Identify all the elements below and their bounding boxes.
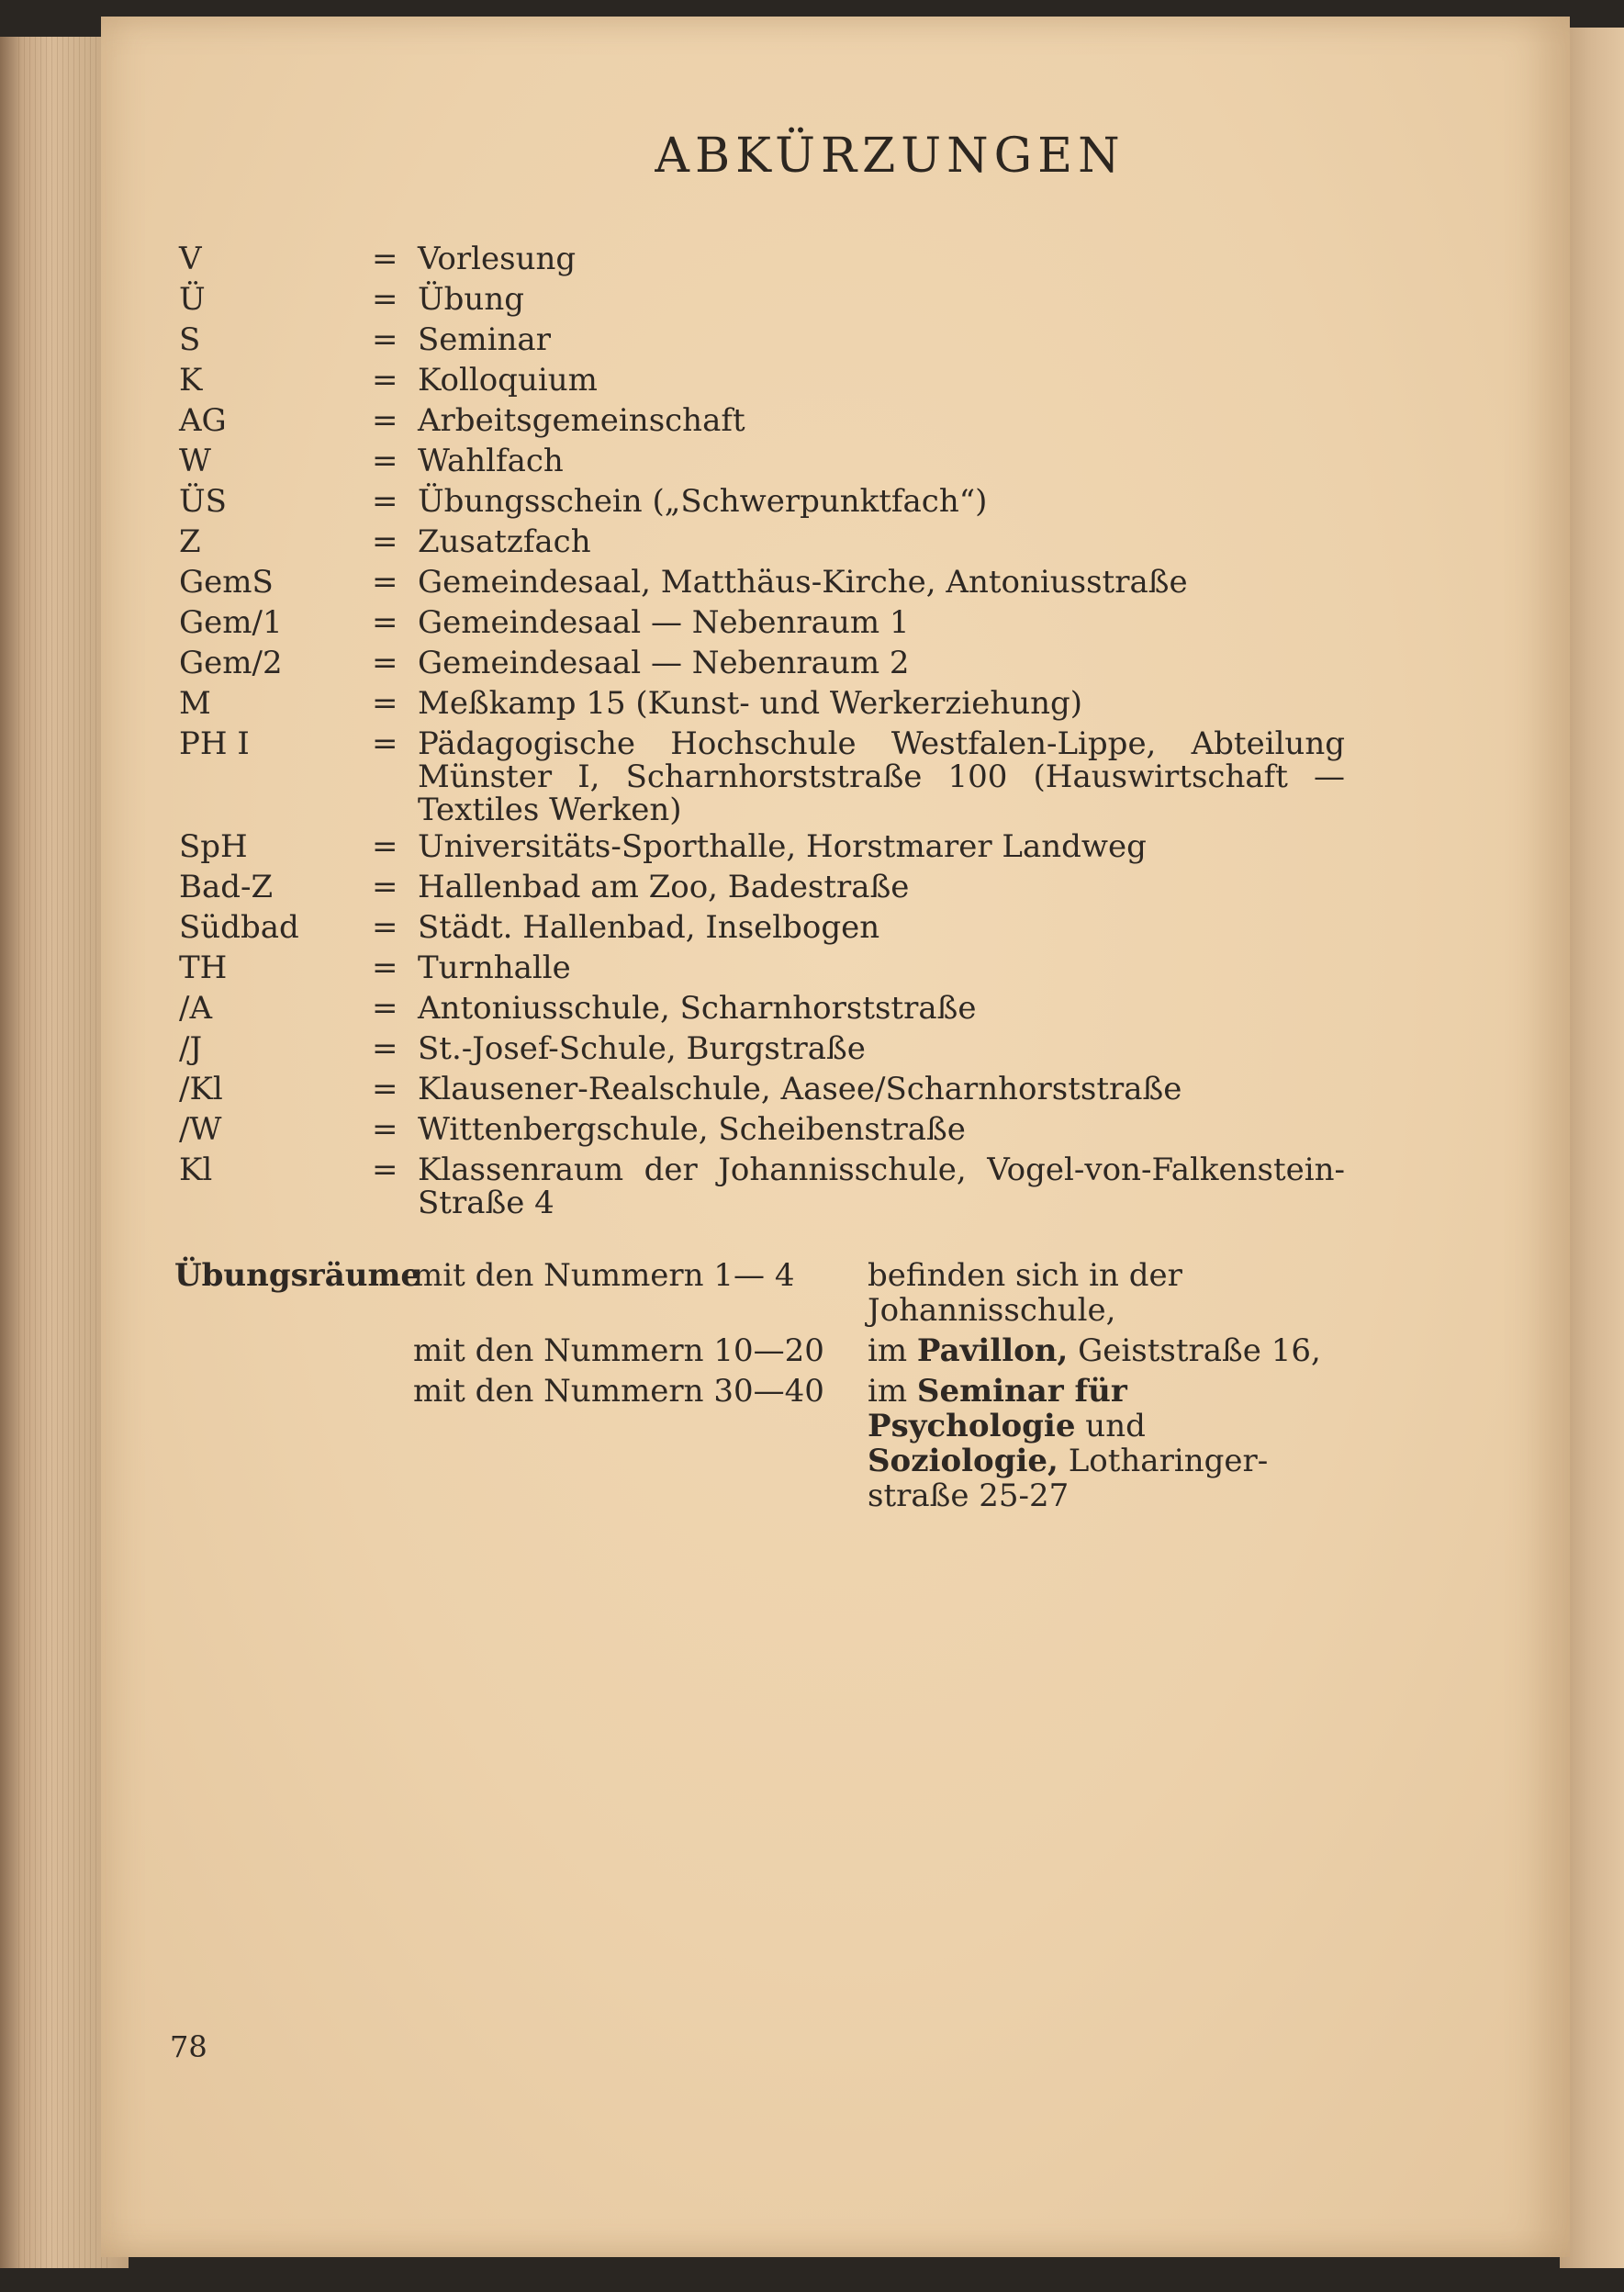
definition: Gemeindesaal — Nebenraum 1 xyxy=(418,604,910,641)
abbreviation-row xyxy=(179,360,1464,400)
abbreviation: M xyxy=(179,685,211,722)
equals-sign: = xyxy=(372,1152,398,1188)
abbreviation-row xyxy=(179,522,1464,562)
room-location-bold: Pavillon, xyxy=(916,1332,1069,1369)
room-number-range: mit den Nummern 1— 4 xyxy=(413,1257,795,1294)
abbreviation: GemS xyxy=(179,564,274,601)
rooms-label: Übungsräume xyxy=(174,1257,421,1294)
definition: Turnhalle xyxy=(418,949,571,986)
definition: Kolloquium xyxy=(418,362,598,399)
abbreviation: TH xyxy=(179,949,228,986)
room-location-text: Lotharinger-straße 25-27 xyxy=(868,1443,1269,1514)
abbreviation-row xyxy=(179,1028,1464,1069)
equals-sign: = xyxy=(372,321,398,358)
equals-sign: = xyxy=(372,828,398,865)
room-location-text: im xyxy=(868,1373,917,1410)
abbreviation: ÜS xyxy=(179,483,227,520)
definition: Übung xyxy=(418,281,524,318)
abbreviation-row xyxy=(179,724,1464,826)
abbreviation: K xyxy=(179,362,203,399)
definition: Meßkamp 15 (Kunst- und Werkerziehung) xyxy=(418,685,1083,722)
abbreviation-row xyxy=(179,948,1464,988)
abbreviation-list xyxy=(179,239,1464,1219)
abbreviation: Gem/1 xyxy=(179,604,283,641)
abbreviation-row xyxy=(179,602,1464,643)
equals-sign: = xyxy=(372,362,398,399)
definition: Städt. Hallenbad, Inselbogen xyxy=(418,909,880,946)
abbreviation: PH I xyxy=(179,725,250,762)
abbreviation-row xyxy=(179,400,1464,441)
equals-sign: = xyxy=(372,990,398,1027)
equals-sign: = xyxy=(372,281,398,318)
definition: Seminar xyxy=(418,321,551,358)
room-number-range: mit den Nummern 10—20 xyxy=(413,1332,824,1369)
abbreviation: W xyxy=(179,443,211,479)
equals-sign: = xyxy=(372,949,398,986)
abbreviation: V xyxy=(179,241,202,277)
abbreviation: /Kl xyxy=(179,1071,223,1107)
equals-sign: = xyxy=(372,1030,398,1067)
definition: Klausener-Realschule, Aasee/Scharnhorststraße xyxy=(418,1071,1182,1107)
definition: Übungsschein („Schwerpunktfach“) xyxy=(418,483,988,520)
equals-sign: = xyxy=(372,564,398,601)
page-stack xyxy=(18,37,110,2268)
definition: Wittenbergschule, Scheibenstraße xyxy=(418,1111,966,1148)
room-location xyxy=(868,1258,1340,1328)
room-location xyxy=(868,1333,1340,1368)
definition: Klassenraum der Johannisschule, Vogel-von-Falkenstein-Straße 4 xyxy=(418,1152,1345,1221)
abbreviation: Südbad xyxy=(179,909,299,946)
abbreviation: /J xyxy=(179,1030,203,1067)
equals-sign: = xyxy=(372,1111,398,1148)
page-number: 78 xyxy=(170,2029,207,2064)
equals-sign: = xyxy=(372,725,398,762)
abbreviation-row xyxy=(179,988,1464,1028)
abbreviation-row xyxy=(179,907,1464,948)
abbreviation-row xyxy=(179,826,1464,867)
equals-sign: = xyxy=(372,523,398,560)
abbreviation-row xyxy=(179,562,1464,602)
page-title: ABKÜRZUNGEN xyxy=(655,129,1126,184)
abbreviation: AG xyxy=(179,402,227,439)
abbreviation-row xyxy=(179,1069,1464,1109)
equals-sign: = xyxy=(372,483,398,520)
definition: Arbeitsgemeinschaft xyxy=(418,402,745,439)
abbreviation-row xyxy=(179,683,1464,724)
equals-sign: = xyxy=(372,1071,398,1107)
abbreviation-row xyxy=(179,867,1464,907)
equals-sign: = xyxy=(372,645,398,681)
room-location-text: im xyxy=(868,1332,917,1369)
room-row xyxy=(174,1374,1460,1513)
definition: Gemeindesaal — Nebenraum 2 xyxy=(418,645,910,681)
abbreviation-row xyxy=(179,1150,1464,1219)
definition: Pädagogische Hochschule Westfalen-Lippe, Abteilung Münster I, Scharnhorststraße 100 (Hauswirtschaft — Textiles Werken) xyxy=(418,725,1345,828)
abbreviation: Bad-Z xyxy=(179,869,274,905)
abbreviation: Z xyxy=(179,523,201,560)
abbreviation: /W xyxy=(179,1111,222,1148)
room-location xyxy=(868,1374,1340,1513)
abbreviation-row xyxy=(179,1109,1464,1150)
equals-sign: = xyxy=(372,909,398,946)
room-row xyxy=(174,1333,1460,1368)
room-number-range: mit den Nummern 30—40 xyxy=(413,1373,824,1410)
practice-rooms-section xyxy=(174,1258,1460,1519)
definition: Gemeindesaal, Matthäus-Kirche, Antoniusstraße xyxy=(418,564,1188,601)
abbreviation-row xyxy=(179,481,1464,522)
abbreviation: /A xyxy=(179,990,213,1027)
definition: Zusatzfach xyxy=(418,523,591,560)
room-row xyxy=(174,1258,1460,1328)
abbreviation-row xyxy=(179,239,1464,279)
abbreviation: Kl xyxy=(179,1152,213,1188)
equals-sign: = xyxy=(372,604,398,641)
equals-sign: = xyxy=(372,402,398,439)
abbreviation-row xyxy=(179,441,1464,481)
room-location-bold: Soziologie, xyxy=(868,1443,1058,1479)
abbreviation-row xyxy=(179,643,1464,683)
definition: Wahlfach xyxy=(418,443,564,479)
equals-sign: = xyxy=(372,241,398,277)
definition: Universitäts-Sporthalle, Horstmarer Landweg xyxy=(418,828,1147,865)
definition: Antoniusschule, Scharnhorststraße xyxy=(418,990,977,1027)
abbreviation: S xyxy=(179,321,201,358)
definition: St.-Josef-Schule, Burgstraße xyxy=(418,1030,866,1067)
room-location-text: und xyxy=(1075,1408,1146,1444)
room-location-bold: Seminar für Psychologie xyxy=(868,1373,1127,1444)
equals-sign: = xyxy=(372,685,398,722)
room-location-text: Geiststraße 16, xyxy=(1068,1332,1321,1369)
abbreviation: SpH xyxy=(179,828,248,865)
room-location-text: befinden sich in der Johannisschule, xyxy=(868,1257,1182,1329)
equals-sign: = xyxy=(372,443,398,479)
definition: Hallenbad am Zoo, Badestraße xyxy=(418,869,910,905)
definition: Vorlesung xyxy=(418,241,577,277)
abbreviation-row xyxy=(179,279,1464,320)
abbreviation: Ü xyxy=(179,281,206,318)
equals-sign: = xyxy=(372,869,398,905)
abbreviation-row xyxy=(179,320,1464,360)
abbreviation: Gem/2 xyxy=(179,645,283,681)
